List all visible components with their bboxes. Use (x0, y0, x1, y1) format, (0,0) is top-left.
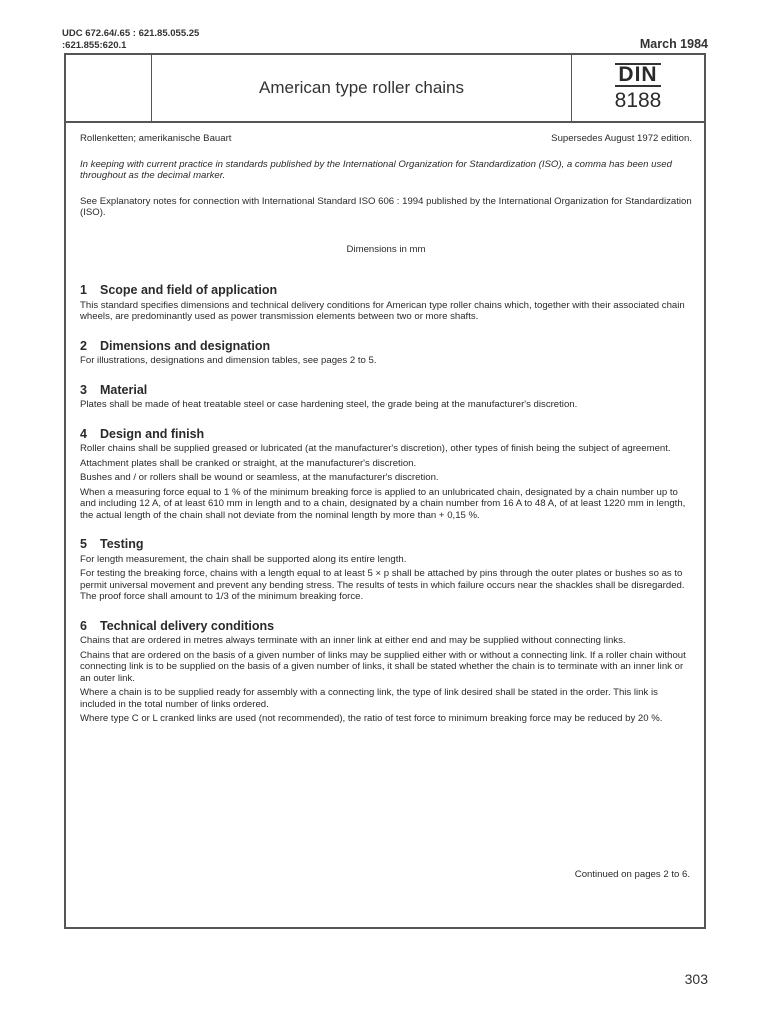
section-paragraph: For length measurement, the chain shall be supported along its entire length. (80, 553, 407, 565)
document-frame (64, 53, 706, 929)
section-paragraph: Plates shall be made of heat treatable steel or case hardening steel, the grade being at the manufacturer's discretion. (80, 399, 578, 410)
supersedes-note: Supersedes August 1972 edition. (551, 133, 692, 144)
section-paragraph: Roller chains shall be supplied greased or lubricated (at the manufacturer's discretion), other types of finish being the subject of agreement. (80, 443, 671, 454)
section-paragraph: For testing the breaking force, chains with a length equal to at least 5 × p shall be attached by pins through the outer plates or bushes so as to permit universal movement and prevent any bending stress. The results of tests in which failure occurs near the shackles shall be disregarded. The proof force shall amount to 1/3 of the minimum breaking force. (80, 568, 685, 602)
section-paragraph: For illustrations, designations and dimension tables, see pages 2 to 5. (80, 355, 377, 366)
section-paragraph: This standard specifies dimensions and technical delivery conditions for American type roller chains which, together with their associated chain wheels, are predominantly used as power transmission elements between two or more shafts. (80, 299, 685, 322)
page-number: 303 (684, 971, 708, 987)
title-block (66, 55, 704, 123)
section-paragraph: Chains that are ordered on the basis of a given number of links may be supplied either with or without a connecting link. If a roller chain without connecting link is to be supplied on the basis of a given number of links, it shall be stated whether the chain is to terminate with an inner link or an outer link. (80, 649, 686, 684)
section-dimensions (80, 338, 692, 367)
explanatory-note: See Explanatory notes for connection with International Standard ISO 606 : 1994 published by the International Organization for Standardization (ISO). (80, 195, 692, 218)
section-heading: 2 Dimensions and designation (80, 338, 271, 353)
section-paragraph: When a measuring force equal to 1 % of the minimum breaking force is applied to an unlubricated chain, designated by a chain number up to and including 12 A, of at least 610 mm in length and to a chain, designated by a chain number from 16 A to 48 A, of at least 1220 mm in length, the actual length of the chain shall not deviate from the nominal length by more than + 0,15 %. (80, 486, 686, 521)
udc-line-2: :621.855:620.1 (62, 40, 127, 51)
section-paragraph: Where type C or L cranked links are used (not recommended), the ratio of test force to minimum breaking force may be reduced by 20 %. (80, 713, 663, 724)
iso-decimal-note: In keeping with current practice in standards published by the International Organization for Standardization (ISO), a comma has been used throughout as the decimal marker. (80, 158, 672, 181)
udc-classification (62, 28, 199, 52)
section-paragraph: Bushes and / or rollers shall be wound or seamless, at the manufacturer's discretion. (80, 472, 439, 483)
title-block-left-cell (66, 55, 152, 121)
section-material (80, 382, 692, 411)
section-heading: 3 Material (80, 382, 148, 397)
continued-note: Continued on pages 2 to 6. (574, 869, 690, 880)
section-delivery (80, 618, 692, 725)
german-title: Rollenketten; amerikanische Bauart (80, 133, 232, 144)
section-heading: 4 Design and finish (80, 426, 205, 441)
section-heading: 1 Scope and field of application (80, 283, 278, 297)
section-scope (80, 285, 692, 323)
section-design (80, 426, 692, 522)
document-body (80, 133, 692, 725)
section-heading: 6 Technical delivery conditions (80, 618, 275, 633)
section-testing (80, 539, 692, 603)
din-block (571, 55, 704, 121)
udc-line-1: UDC 672.64/.65 : 621.85.055.25 (62, 28, 200, 39)
din-logo: DIN (615, 63, 660, 87)
publication-date: March 1984 (639, 37, 708, 51)
din-number: 8188 (614, 89, 662, 112)
dimensions-note: Dimensions in mm (346, 243, 426, 255)
document-title: American type roller chains (258, 78, 465, 97)
section-paragraph: Attachment plates shall be cranked or straight, at the manufacturer's discretion. (80, 457, 417, 469)
section-paragraph: Chains that are ordered in metres always terminate with an inner link at either end and may be supplied without connecting links. (80, 635, 626, 646)
section-heading: 5 Testing (80, 537, 144, 551)
section-paragraph: Where a chain is to be supplied ready for assembly with a connecting link, the type of link desired shall be stated in the order. This link is included in the total number of links ordered. (80, 687, 658, 710)
intro-row (80, 133, 692, 145)
